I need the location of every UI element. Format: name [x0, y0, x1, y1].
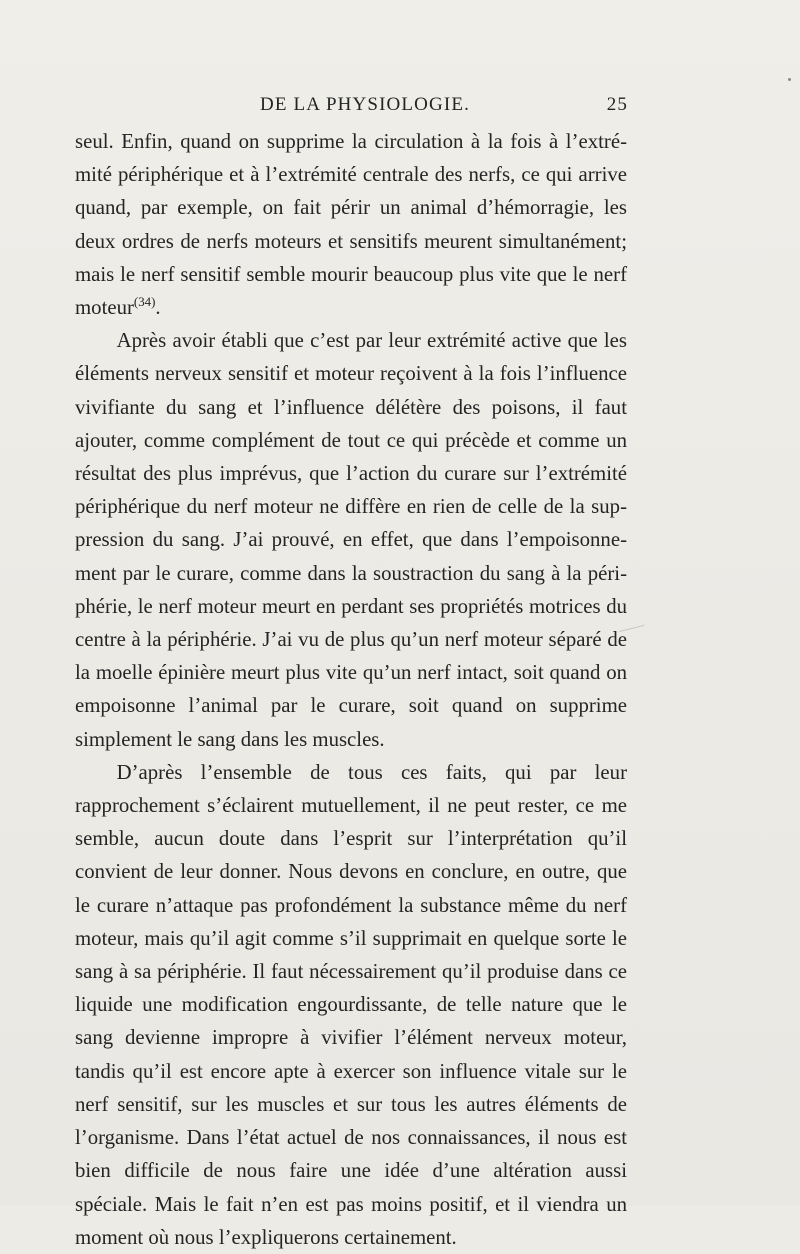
body-text — [75, 125, 627, 1254]
paragraph-1 — [75, 125, 627, 324]
paragraph-1-end: . — [155, 296, 161, 320]
paragraph-3: D’après l’ensemble de tous ces faits, qui par leur rapprochement s’éclairent mutuellement, il ne peut rester, ce me semble, aucun doute dans l’esprit sur l’interprétation qu’il convient de leur donner. Nous devons en conclure, en outre, que le curare n’attaque pas profondément la substance même du nerf moteur, mais qu’il agit comme s’il supprimait en quelque sorte le sang à sa périphérie. Il faut nécessairement qu’il produise dans ce liquide une modification engourdissante, de telle nature que le sang devienne impropre à vivifier l’élément nerveux moteur, tandis qu’il est encore apte à exercer son influence vitale sur le nerf sensitif, sur les muscles et sur tous les autres éléments de l’organisme. Dans l’état actuel de nos connaissances, il nous est bien difficile de nous faire une idée d’une altération aussi spéciale. Mais le fait n’en est pas moins positif, et il viendra un moment où nous l’expliquerons certainement. — [75, 760, 627, 1249]
running-title: DE LA PHYSIOLOGIE. — [260, 94, 470, 115]
page-header — [100, 94, 628, 126]
paragraph-2: Après avoir établi que c’est par leur extrémité active que les éléments nerveux sensitif et moteur reçoivent à la fois l’influence vivifiante du sang et l’influence délétère des poisons, il faut ajouter, comme complément de tout ce qui précède et comme un résultat des plus imprévus, que l’action du curare sur l’extrémité périphérique du nerf moteur ne diffère en rien de celle de la suppression du sang. J’ai prouvé, en effet, que dans l’empoisonnement par le curare, comme dans la soustraction du sang à la périphérie, le nerf moteur meurt en perdant ses propriétés motrices du centre à la périphérie. J’ai vu de plus qu’un nerf moteur séparé de la moelle épinière meurt plus vite qu’un nerf intact, soit quand on empoisonne l’animal par le curare, soit quand on supprime simplement le sang dans les muscles. — [75, 329, 627, 751]
print-speck — [788, 78, 791, 81]
paragraph-1-text: seul. Enfin, quand on supprime la circulation à la fois à l’extrémité périphérique et à l’extrémité centrale des nerfs, ce qui arrive quand, par exemple, on fait périr un animal d’hémorragie, les deux ordres de nerfs moteurs et sensitifs meurent simultanément; mais le nerf sensitif semble mourir beaucoup plus vite que le nerf moteur — [75, 130, 627, 320]
page-number: 25 — [606, 94, 628, 115]
footnote-reference: (34) — [133, 295, 156, 310]
